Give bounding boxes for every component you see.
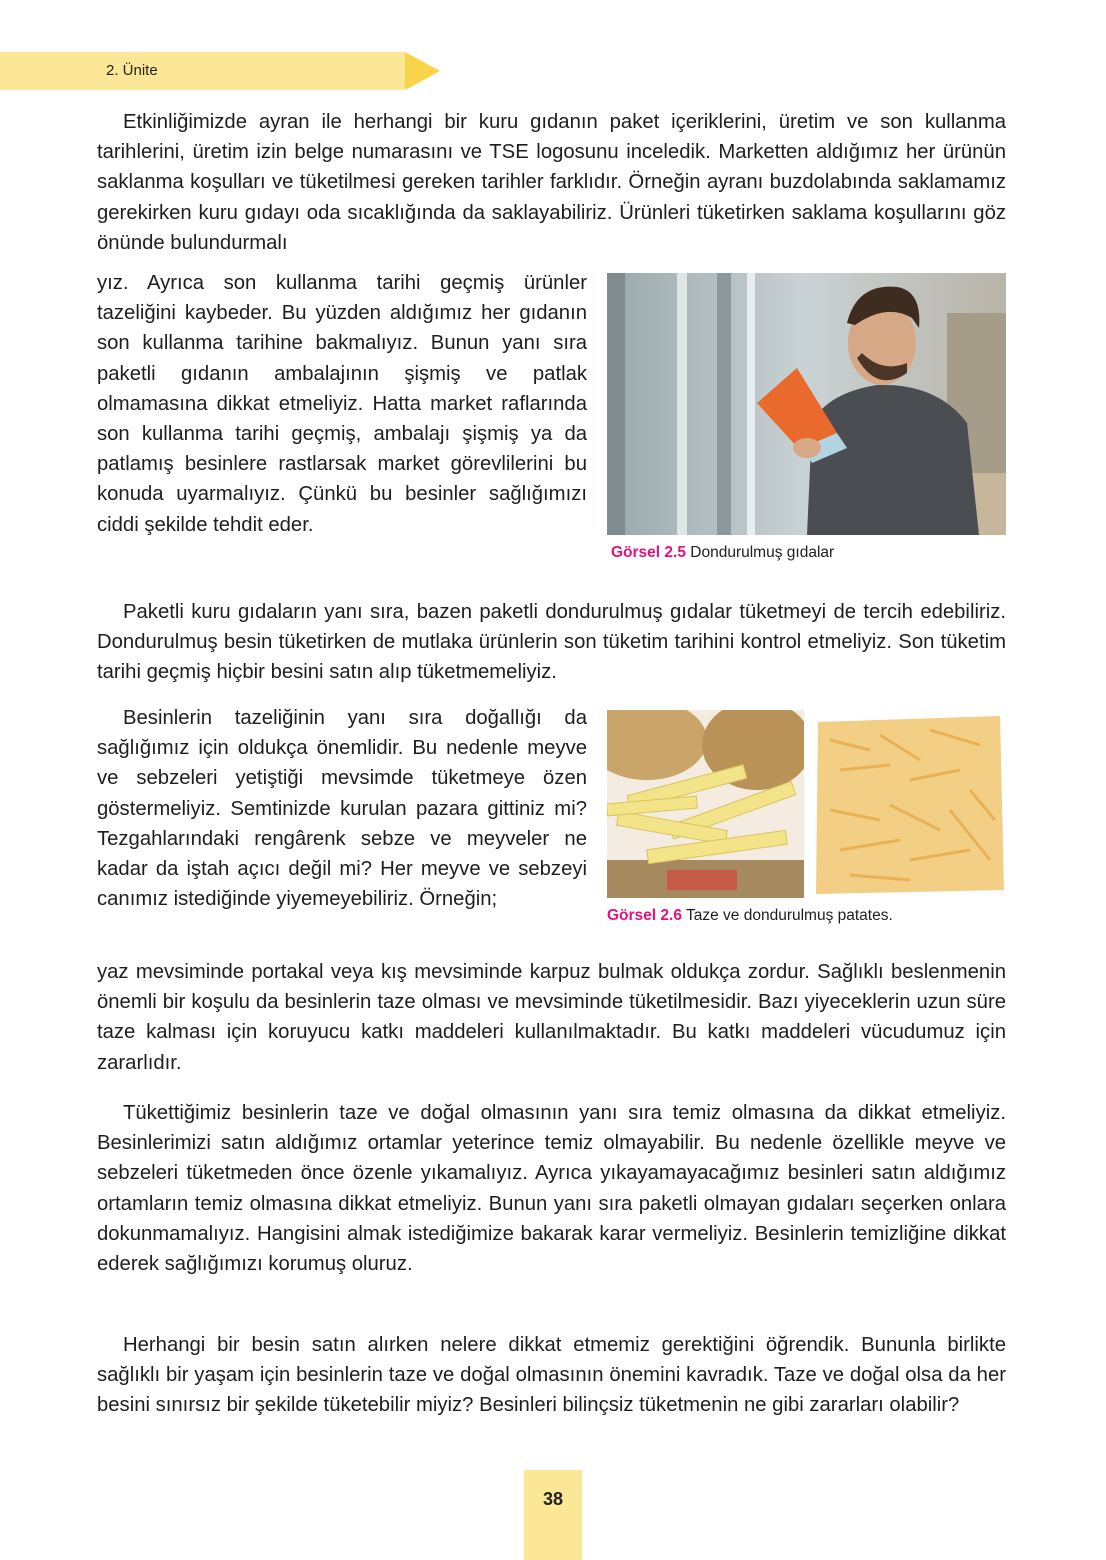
- paragraph-4: Tükettiğimiz besinlerin taze ve doğal olmasının yanı sıra temiz olmasına da dikkat etmeliyiz. Besinlerimizi satın aldığımız ortamlar yeterince temiz olmayabilir. Bu nedenle özellikle meyve ve sebzeleri tüketmeden önce özenle yıkamalıyız. Ayrıca yıkayamayacağımız besinleri satın aldığımız ortamların temiz olmasına dikkat etmeliyiz. Bunun yanı sıra paketli olmayan gıdaları seçerken onlara dokunmamalıyız. Hangisini almak istediğimize bakarak karar vermeliyiz. Besinlerin temizliğine dikkat ederek sağlığımızı korumuş oluruz.: [97, 1102, 1006, 1276]
- paragraph-2: Paketli kuru gıdaların yanı sıra, bazen paketli dondurulmuş gıdalar tüketmeyi de tercih edebiliriz. Dondurulmuş besin tüketirken de mutlaka ürünlerin son tüketim tarihini kontrol etmeliyiz. Son tüketim tarihi geçmiş hiçbir besini satın alıp tüketmemeliyiz.: [97, 601, 1006, 684]
- unit-label: 2. Ünite: [106, 62, 158, 79]
- figure-2-5-text: Dondurulmuş gıdalar: [690, 544, 835, 561]
- figure-2-6-text: Taze ve dondurulmuş patates.: [686, 907, 893, 924]
- page-number-tab: [524, 1470, 582, 1560]
- unit-banner-arrow: [405, 52, 440, 90]
- paragraph-5: Herhangi bir besin satın alırken nelere dikkat etmemiz gerektiğini öğrendik. Bununla birlikte sağlıklı bir yaşam için besinlerin taze ve doğal olmasının önemini kavradık. Taze ve doğal olsa da her besini sınırsız bir şekilde tüketebilir miyiz? Besinleri bilinçsiz tüketmenin ne gibi zararları olabilir?: [97, 1334, 1006, 1417]
- figure-2-5-label: Görsel 2.5: [611, 544, 686, 561]
- frozen-fries-illustration: [810, 710, 1010, 898]
- paragraph-3-continuation: yaz mevsiminde portakal veya kış mevsiminde karpuz bulmak oldukça zordur. Sağlıklı beslenmenin önemli bir koşulu da besinlerin taze olması ve mevsiminde tüketilmesidir. Bazı yiyeceklerin uzun süre taze kalması için koruyucu katkı maddeleri kullanılmaktadır. Bu katkı maddeleri vücudumuz için zararlıdır.: [97, 961, 1006, 1074]
- page-number: 38: [542, 1489, 564, 1509]
- fresh-potato-photo: [607, 710, 804, 898]
- paragraph-3-intro: Besinlerin tazeliğinin yanı sıra doğallığı da sağlığımız için oldukça önemlidir. Bu nedenle meyve ve sebzeleri yetiştiği mevsimde tüketmeye özen göstermeliyiz. Semtinizde kurulan pazara gittiniz mi? Tezgahlarındaki rengârenk sebze ve meyveler ne kadar da iştah açıcı değil mi? Her meyve ve sebzeyi canımız istediğinde yiyemeyebiliriz. Örneğin;: [97, 707, 587, 911]
- figure-2-5-caption: [611, 544, 834, 562]
- frozen-food-photo: [607, 273, 1006, 535]
- fresh-potato-illustration: [607, 710, 804, 898]
- frozen-potato-photo: [810, 710, 1010, 898]
- figure-2-6-caption: [607, 907, 893, 925]
- frozen-food-illustration: [607, 273, 1006, 535]
- paragraph-1-continuation: yız. Ayrıca son kullanma tarihi geçmiş ürünler tazeliğini kaybeder. Bu yüzden aldığımız her gıdanın son kullanma tarihine bakmalıyız. Bunun yanı sıra paketli gıdanın ambalajının şişmiş ve patlak olmamasına dikkat etmeliyiz. Hatta market raflarında son kullanma tarihi geçmiş, ambalajı şişmiş ya da patlamış besinlere rastlarsak market görevlilerini bu konuda uyarmalıyız. Çünkü bu besinler sağlığımızı ciddi şekilde tehdit eder.: [97, 272, 587, 536]
- figure-2-6-label: Görsel 2.6: [607, 907, 682, 924]
- unit-banner: [0, 52, 440, 90]
- paragraph-1-intro: Etkinliğimizde ayran ile herhangi bir kuru gıdanın paket içeriklerini, üretim ve son kullanma tarihlerini, üretim izin belge numarasını ve TSE logosunu inceledik. Marketten aldığımız her ürünün saklanma koşulları ve tüketilmesi gereken tarihler farklıdır. Örneğin ayranı buzdolabında saklamamız gerekirken kuru gıdayı oda sıcaklığında da saklayabiliriz. Ürünleri tüketirken saklama koşullarını göz önünde bulundurmalı: [97, 111, 1006, 254]
